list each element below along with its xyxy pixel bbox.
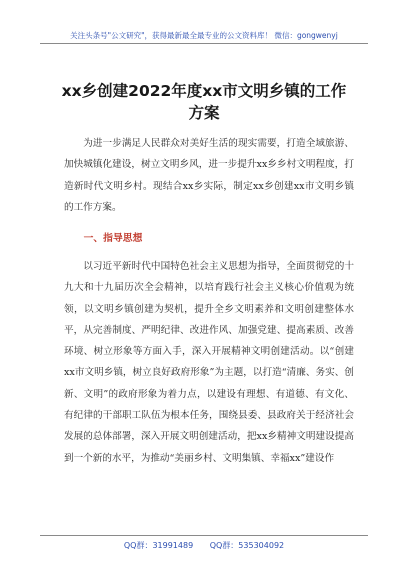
document-title	[30, 80, 378, 124]
footer-qq-group-1: QQ群：31991489	[123, 541, 194, 550]
section-body-block	[64, 256, 354, 469]
footer	[0, 540, 408, 551]
header-note: 关注头条号"公文研究"，获得最新最全最专业的公文资料库！ 微信：gongwenyj	[70, 31, 338, 40]
title-line-2: 方案	[188, 104, 220, 122]
section-heading-guiding-ideology: 一、指导思想	[83, 233, 143, 244]
title-line-1: xx乡创建2022年度xx市文明乡镇的工作	[61, 82, 347, 100]
header-divider	[40, 43, 368, 44]
intro-paragraph: 为进一步满足人民群众对美好生活的现实需要，打造全域旅游、加快城镇化建设，树立文明乡风，进一步提升xx乡乡村文明程度，打造新时代文明乡村。现结合xx乡实际，制定xx乡创建xx市文明乡镇的工作方案。	[64, 138, 354, 213]
footer-qq-group-2: QQ群：535304092	[209, 541, 285, 550]
footer-divider	[40, 535, 368, 536]
section-paragraph: 以习近平新时代中国特色社会主义思想为指导，全面贯彻党的十九大和十九届历次全会精神，以培育践行社会主义核心价值观为统领，以文明乡镇创建为契机，提升全乡文明素养和文明创建整体水平，从完善制度、严明纪律、改进作风、加强党建、提高素质、改善环境、树立形象等方面入手，深入开展精神文明创建活动。以“创建xx市文明乡镇，树立良好政府形象”为主题，以打造“清廉、务实、创新、文明”的政府形象为着力点，以建设有理想、有道德、有文化、有纪律的干部职工队伍为根本任务，围绕县委、县政府关于经济社会发展的总体部署，深入开展文明创建活动，把xx乡精神文明建设提高到一个新的水平，为推动“美丽乡村、文明集镇、幸福xx”建设作	[64, 261, 354, 464]
intro-paragraph-block	[64, 133, 354, 218]
